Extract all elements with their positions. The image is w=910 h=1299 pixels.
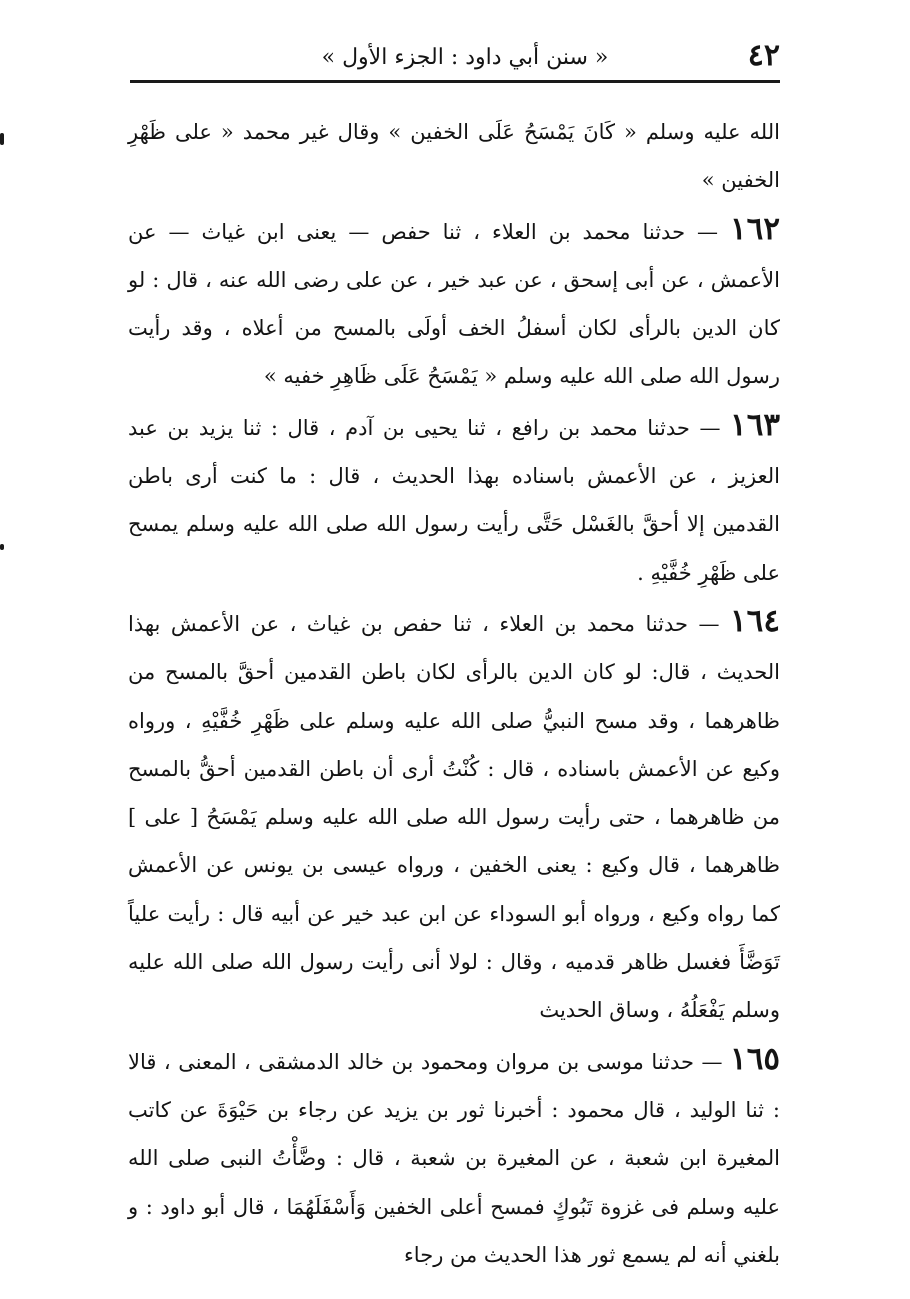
hadith-number: ١٦٢ <box>730 210 780 247</box>
hadith-number: ١٦٣ <box>730 406 780 443</box>
number-dash: — <box>697 219 719 244</box>
hadith-paragraph-165 <box>128 1035 780 1279</box>
hadith-paragraph-continued <box>128 108 780 205</box>
hadith-paragraph-163 <box>128 401 780 597</box>
margin-mark <box>0 544 4 550</box>
number-dash: — <box>701 1049 723 1074</box>
header-rule <box>130 80 780 83</box>
hadith-number: ١٦٤ <box>730 602 780 639</box>
running-title: « سنن أبي داود : الجزء الأول » <box>321 45 609 70</box>
hadith-number: ١٦٥ <box>730 1040 780 1077</box>
number-dash: — <box>699 415 721 440</box>
page-number: ٤٢ <box>747 38 780 73</box>
main-text <box>128 108 780 1279</box>
paragraph-text: حدثنا محمد بن العلاء ، ثنا حفص — يعنى ابن غياث — عن الأعمش ، عن أبى إسحق ، عن عبد خير ، عن على رضى الله عنه ، قال : لو كان الدين بالرأى لكان أسفلُ الخف أولَى بالمسح من أعلاه ، وقد رأيت رسول الله صلى الله عليه وسلم « يَمْسَحُ عَلَى ظَاهِرِ خفيه » <box>128 219 780 389</box>
number-dash: — <box>698 611 720 636</box>
margin-mark <box>0 133 4 145</box>
paragraph-text: الله عليه وسلم « كَانَ يَمْسَحُ عَلَى الخفين » وقال غير محمد « على ظَهْرِ الخفين » <box>128 120 780 193</box>
paragraph-text: حدثنا موسى بن مروان ومحمود بن خالد الدمشقى ، المعنى ، قالا : ثنا الوليد ، قال محمود : أخبرنا ثور بن يزيد عن رجاء بن حَيْوَةَ عن كاتب المغيرة ابن شعبة ، عن المغيرة بن شعبة ، قال : وضَّأْتُ النبى صلى الله عليه وسلم فى غزوة تَبُوكٍ فمسح أعلى الخفين وَأَسْفَلَهُمَا ، قال أبو داود : و بلغني أنه لم يسمع ثور هذا الحديث من رجاء <box>128 1049 780 1267</box>
page-header <box>130 36 780 80</box>
hadith-paragraph-164 <box>128 597 780 1035</box>
paragraph-text: حدثنا محمد بن العلاء ، ثنا حفص بن غياث ، عن الأعمش بهذا الحديث ، قال: لو كان الدين بالرأى لكان باطن القدمين أحقَّ بالمسح من ظاهرهما ، وقد مسح النبيُّ صلى الله عليه وسلم على ظَهْرِ خُفَّيْهِ ، ورواه وكيع عن الأعمش باسناده ، قال : كُنْتُ أرى أن باطن القدمين أحقُّ بالمسح من ظاهرهما ، حتى رأيت رسول الله صلى الله عليه وسلم يَمْسَحُ [ على ] ظاهرهما ، قال وكيع : يعنى الخفين ، ورواه عيسى بن يونس عن الأعمش كما رواه وكيع ، ورواه أبو السوداء عن ابن عبد خير عن أبيه قال : رأيت علياً تَوَضَّأَ فغسل ظاهر قدميه ، وقال : لولا أنى رأيت رسول الله صلى الله عليه وسلم يَفْعَلُهُ ، وساق الحديث <box>128 611 780 1023</box>
hadith-paragraph-162 <box>128 205 780 401</box>
paragraph-text: حدثنا محمد بن رافع ، ثنا يحيى بن آدم ، قال : ثنا يزيد بن عبد العزيز ، عن الأعمش باسناده بهذا الحديث ، قال : ما كنت أرى باطن القدمين إلا أحقَّ بالغَسْل حَتَّى رأيت رسول الله صلى الله عليه وسلم يمسح على ظَهْرِ خُفَّيْهِ . <box>128 415 780 585</box>
